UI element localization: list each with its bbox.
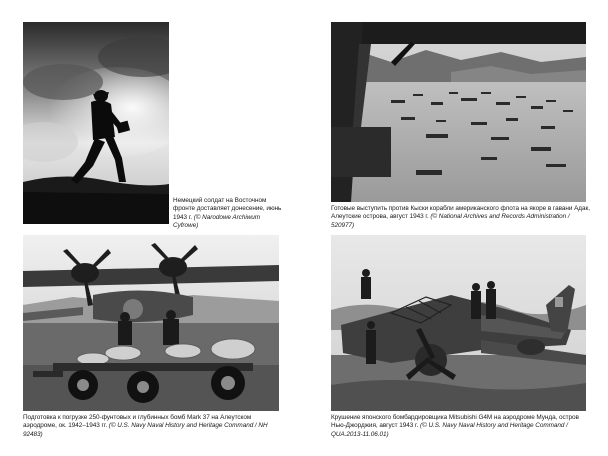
caption-airfield	[23, 414, 285, 439]
caption-text: Готовые выступить против Кыски корабли американского флота на якоре в гавани Адак, Алеутские острова, август 1943 г.	[331, 205, 590, 221]
photo-harbor-fleet	[331, 22, 586, 202]
caption-credit: (© National Archives and Records Administration / 520977)	[331, 213, 570, 229]
photo-wrecked-bomber	[331, 235, 586, 411]
caption-credit: (© U.S. Navy Naval History and Heritage Command / NH 92483)	[23, 422, 268, 438]
caption-credit: (© Narodowe Archiwum Cyfrowe)	[173, 213, 261, 230]
caption-soldier	[173, 197, 283, 231]
caption-text: Немецкий солдат на Восточном фронте доставляет донесение, июнь 1943 г.	[173, 197, 282, 221]
caption-credit: (© U.S. Navy Naval History and Heritage Command / QUA.2013-11.06.01)	[331, 422, 568, 438]
photo-soldier-silhouette	[23, 22, 169, 224]
caption-bomber	[331, 414, 593, 439]
caption-text: Крушение японского бомбардировщика Mitsubishi G4M на аэродроме Мунда, остров Нью-Джорджия, август 1943 г.	[331, 414, 579, 430]
photo-airfield-bombs	[23, 235, 279, 411]
caption-harbor	[331, 205, 593, 230]
caption-text: Подготовка к погрузке 250-фунтовых и глубинных бомб Mark 37 на Алеутском аэродроме, ок. 1942–1943 гг.	[23, 414, 252, 430]
